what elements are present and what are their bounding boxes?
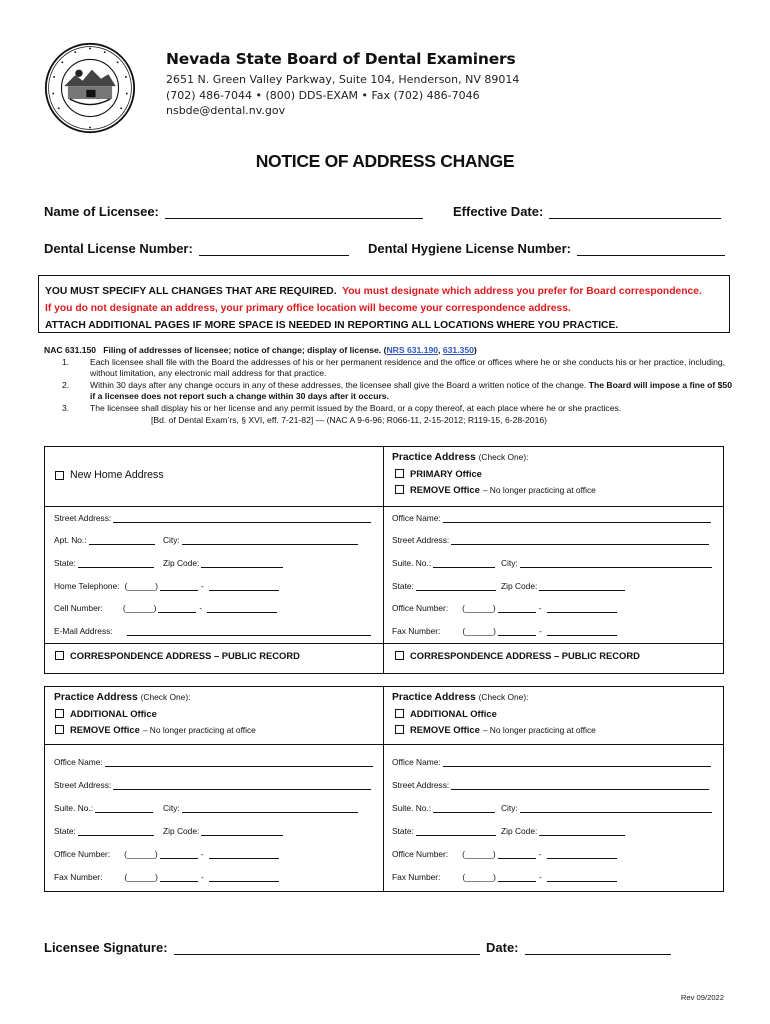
nac-item-fine-text: The Board will impose a fine of $50 if a licensee does not report such a change within 30 days after it occurs.: [90, 379, 732, 402]
phone-prefix-line[interactable]: [498, 850, 536, 859]
remove-office-note: – No longer practicing at office: [482, 484, 596, 495]
remove-office-note: – No longer practicing at office: [142, 724, 256, 735]
nac-item: [44, 380, 734, 403]
area-code-parens[interactable]: (______): [462, 626, 496, 636]
org-phones: (702) 486-7044 • (800) DDS-EXAM • Fax (702) 486-7046: [166, 88, 480, 102]
phone-prefix-line[interactable]: [160, 582, 198, 591]
nac-code: NAC 631.150: [44, 345, 97, 355]
office-state-field[interactable]: [54, 826, 154, 836]
check-one-label: (Check One):: [478, 452, 529, 462]
practice-address-heading: [392, 452, 528, 463]
additional-practice-address-box: [44, 686, 724, 892]
home-telephone-field[interactable]: [54, 581, 279, 591]
suite-no-label: Suite. No.:: [54, 803, 94, 813]
office-zip-code-field[interactable]: [163, 826, 283, 836]
zip-code-label: Zip Code:: [163, 558, 200, 568]
correspondence-checkbox-home[interactable]: [55, 650, 300, 661]
correspondence-label: CORRESPONDENCE ADDRESS – PUBLIC RECORD: [70, 650, 300, 661]
remove-office-note: – No longer practicing at office: [482, 724, 596, 735]
suite-no-field[interactable]: [54, 803, 153, 813]
nac-regulation: [44, 345, 734, 426]
suite-no-label: Suite. No.:: [392, 558, 432, 568]
office-name-field[interactable]: [392, 513, 711, 523]
checkbox-square-icon[interactable]: [395, 485, 404, 494]
nrs-631-350-link[interactable]: 631.350: [442, 345, 474, 355]
notice-attach-text: ATTACH ADDITIONAL PAGES IF MORE SPACE IS NEEDED IN REPORTING ALL LOCATIONS WHERE YOU PRACTICE.: [45, 320, 619, 331]
checkbox-square-icon[interactable]: [395, 651, 404, 660]
phone-number-line[interactable]: [547, 873, 617, 882]
apt-no-line[interactable]: [89, 536, 155, 545]
zip-code-line[interactable]: [201, 559, 283, 568]
email-address-label: E-Mail Address:: [54, 626, 113, 636]
suite-no-line[interactable]: [433, 559, 495, 568]
state-label: State:: [392, 826, 414, 836]
effective-date-label: Effective Date:: [453, 204, 544, 219]
office-name-field[interactable]: [392, 757, 711, 767]
phone-dash: -: [538, 603, 542, 613]
street-address-line[interactable]: [451, 536, 709, 545]
instructions-notice: [38, 275, 730, 333]
city-line[interactable]: [520, 559, 712, 568]
office-name-line[interactable]: [105, 758, 373, 767]
dental-hygiene-license-label: Dental Hygiene License Number:: [368, 241, 571, 256]
additional-office-checkbox[interactable]: [395, 708, 497, 719]
phone-number-line[interactable]: [547, 627, 617, 636]
fax-number-label: Fax Number:: [54, 872, 103, 882]
zip-code-line[interactable]: [539, 827, 625, 836]
name-of-licensee-field[interactable]: [44, 204, 423, 219]
cell-number-field[interactable]: [54, 603, 277, 613]
state-label: State:: [54, 826, 76, 836]
column-divider: [383, 447, 384, 673]
checkbox-square-icon[interactable]: [395, 469, 404, 478]
additional-office-checkbox[interactable]: [55, 708, 157, 719]
office-name-label: Office Name:: [392, 513, 441, 523]
fax-number-field[interactable]: [54, 872, 279, 882]
state-field[interactable]: [54, 558, 154, 568]
city-label: City:: [501, 803, 518, 813]
phone-prefix-line[interactable]: [498, 627, 536, 636]
name-of-licensee-label: Name of Licensee:: [44, 204, 159, 219]
apt-no-field[interactable]: [54, 535, 155, 545]
effective-date-field[interactable]: [453, 204, 721, 219]
office-number-label: Office Number:: [392, 849, 449, 859]
street-address-label: Street Address:: [392, 780, 450, 790]
email-address-field[interactable]: [54, 626, 371, 636]
nac-sep: ,: [438, 345, 443, 355]
phone-prefix-line[interactable]: [160, 850, 198, 859]
phone-dash: -: [538, 849, 542, 859]
nac-item: [44, 403, 734, 415]
checkbox-square-icon[interactable]: [55, 651, 64, 660]
area-code-parens[interactable]: (______): [462, 872, 496, 882]
area-code-parens[interactable]: (______): [124, 872, 158, 882]
phone-number-line[interactable]: [209, 850, 279, 859]
home-telephone-label: Home Telephone:: [54, 581, 120, 591]
nac-item-number: 2.: [62, 379, 70, 390]
state-line[interactable]: [416, 827, 496, 836]
phone-dash: -: [538, 626, 542, 636]
area-code-parens[interactable]: (______): [124, 581, 159, 591]
nac-item-number: 3.: [62, 402, 70, 413]
office-name-label: Office Name:: [392, 757, 441, 767]
office-street-address-field[interactable]: [392, 535, 709, 545]
practice-address-label: Practice Address: [392, 692, 476, 703]
practice-address-label: Practice Address: [54, 692, 138, 703]
zip-code-label: Zip Code:: [163, 826, 200, 836]
dental-license-number-field[interactable]: [44, 241, 349, 256]
area-code-parens[interactable]: (______): [462, 849, 496, 859]
phone-dash: -: [538, 872, 542, 882]
primary-office-checkbox[interactable]: [395, 468, 482, 479]
nac-heading: [44, 345, 734, 357]
office-city-field[interactable]: [163, 803, 358, 813]
practice-address-heading: [54, 692, 190, 703]
office-street-address-field[interactable]: [392, 780, 709, 790]
city-line[interactable]: [520, 804, 712, 813]
zip-code-line[interactable]: [539, 582, 625, 591]
nrs-631-190-link[interactable]: NRS 631.190: [386, 345, 439, 355]
checkbox-square-icon[interactable]: [395, 725, 404, 734]
org-address: 2651 N. Green Valley Parkway, Suite 104, Henderson, NV 89014: [166, 73, 520, 86]
correspondence-checkbox-primary[interactable]: [395, 650, 640, 661]
page-title: NOTICE OF ADDRESS CHANGE: [255, 151, 515, 171]
notice-default-text: If you do not designate an address, your primary office location will become your correspondence address.: [45, 303, 571, 314]
nac-citation: [Bd. of Dental Exam’rs, § XVI, eff. 7-21-82] — (NAC A 9-6-96; R066-11, 2-15-2012; R119-15, 6-28-2016): [151, 414, 547, 425]
notice-required-text: YOU MUST SPECIFY ALL CHANGES THAT ARE REQUIRED.: [45, 286, 337, 297]
fax-number-label: Fax Number:: [392, 872, 441, 882]
office-city-field[interactable]: [501, 558, 712, 568]
zip-code-label: Zip Code:: [501, 826, 538, 836]
header-divider: [45, 506, 723, 507]
cell-number-label: Cell Number:: [54, 603, 103, 613]
office-name-field[interactable]: [54, 757, 373, 767]
office-name-line[interactable]: [443, 758, 711, 767]
office-name-line[interactable]: [443, 514, 711, 523]
office-city-field[interactable]: [501, 803, 712, 813]
area-code-parens[interactable]: (______): [462, 603, 496, 613]
checkbox-square-icon[interactable]: [55, 471, 64, 480]
street-address-field[interactable]: [54, 513, 371, 523]
office-number-field[interactable]: [392, 849, 617, 859]
correspondence-label: CORRESPONDENCE ADDRESS – PUBLIC RECORD: [410, 650, 640, 661]
office-state-field[interactable]: [392, 826, 496, 836]
nac-close: ): [473, 345, 477, 355]
office-zip-code-field[interactable]: [501, 826, 625, 836]
check-one-label: (Check One):: [478, 692, 529, 702]
phone-number-line[interactable]: [547, 604, 617, 613]
remove-office-label: REMOVE Office: [410, 484, 480, 495]
suite-no-label: Suite. No.:: [392, 803, 432, 813]
street-address-line[interactable]: [113, 514, 371, 523]
signature-date-line[interactable]: [525, 942, 671, 955]
street-address-label: Street Address:: [54, 513, 112, 523]
office-number-label: Office Number:: [54, 849, 111, 859]
practice-address-heading: [392, 692, 528, 703]
phone-prefix-line[interactable]: [498, 604, 536, 613]
org-name: Nevada State Board of Dental Examiners: [166, 50, 516, 68]
city-label: City:: [163, 535, 180, 545]
phone-prefix-line[interactable]: [160, 873, 198, 882]
street-address-line[interactable]: [113, 781, 371, 790]
street-address-label: Street Address:: [54, 780, 112, 790]
effective-date-line[interactable]: [549, 206, 721, 219]
primary-office-label: PRIMARY Office: [410, 468, 482, 479]
phone-prefix-line[interactable]: [498, 873, 536, 882]
licensee-signature-line[interactable]: [174, 942, 480, 955]
phone-dash: -: [199, 603, 203, 613]
fax-number-label: Fax Number:: [392, 626, 441, 636]
remove-office-checkbox[interactable]: [395, 484, 596, 495]
footer-divider: [45, 643, 723, 644]
checkbox-square-icon[interactable]: [55, 709, 64, 718]
check-one-label: (Check One):: [140, 692, 191, 702]
name-of-licensee-line[interactable]: [165, 206, 423, 219]
area-code-parens[interactable]: (______): [122, 603, 157, 613]
notice-designate-text: You must designate which address you prefer for Board correspondence.: [342, 286, 702, 297]
additional-office-label: ADDITIONAL Office: [70, 708, 157, 719]
office-zip-code-field[interactable]: [501, 581, 625, 591]
suite-no-field[interactable]: [392, 803, 495, 813]
phone-number-line[interactable]: [209, 582, 279, 591]
office-number-field[interactable]: [54, 849, 279, 859]
office-state-field[interactable]: [392, 581, 496, 591]
state-label: State:: [54, 558, 76, 568]
column-divider: [383, 687, 384, 891]
city-label: City:: [501, 558, 518, 568]
apt-no-label: Apt. No.:: [54, 535, 87, 545]
office-name-label: Office Name:: [54, 757, 103, 767]
remove-office-checkbox[interactable]: [55, 724, 256, 735]
letterhead: [166, 50, 519, 119]
nac-item-text: Each licensee shall file with the Board the addresses of his or her permanent residence and the office or offices where he or she conducts his or her practice, including, without limitation, any electronic mail address for that practice.: [90, 356, 726, 379]
suite-no-line[interactable]: [95, 804, 153, 813]
org-email[interactable]: nsbde@dental.nv.gov: [166, 104, 286, 117]
phone-number-line[interactable]: [207, 604, 277, 613]
city-line[interactable]: [182, 536, 358, 545]
additional-office-label: ADDITIONAL Office: [410, 708, 497, 719]
zip-code-field[interactable]: [163, 558, 283, 568]
dental-hygiene-license-field[interactable]: [368, 241, 725, 256]
remove-office-checkbox[interactable]: [395, 724, 596, 735]
fax-number-field[interactable]: [392, 626, 617, 636]
licensee-signature-field[interactable]: [44, 940, 480, 955]
phone-number-line[interactable]: [547, 850, 617, 859]
remove-office-label: REMOVE Office: [410, 724, 480, 735]
signature-date-field[interactable]: [486, 940, 671, 955]
area-code-parens[interactable]: (______): [124, 849, 158, 859]
city-line[interactable]: [182, 804, 358, 813]
phone-number-line[interactable]: [209, 873, 279, 882]
nac-item-number: 1.: [62, 356, 70, 367]
phone-dash: -: [200, 872, 204, 882]
remove-office-label: REMOVE Office: [70, 724, 140, 735]
street-address-label: Street Address:: [392, 535, 450, 545]
street-address-line[interactable]: [451, 781, 709, 790]
phone-dash: -: [200, 849, 204, 859]
state-line[interactable]: [416, 582, 496, 591]
state-label: State:: [392, 581, 414, 591]
practice-address-label: Practice Address: [392, 452, 476, 463]
state-line[interactable]: [78, 827, 154, 836]
zip-code-line[interactable]: [201, 827, 283, 836]
nac-item: [44, 357, 734, 380]
licensee-signature-label: Licensee Signature:: [44, 940, 168, 955]
home-and-primary-address-box: [44, 446, 724, 674]
header-divider: [45, 744, 723, 745]
nac-item-text: The licensee shall display his or her license and any permit issued by the Board, or a copy thereof, at each place where he or she practices.: [90, 402, 622, 413]
email-address-line[interactable]: [127, 627, 371, 636]
zip-code-label: Zip Code:: [501, 581, 538, 591]
office-number-field[interactable]: [392, 603, 617, 613]
signature-date-label: Date:: [486, 940, 519, 955]
checkbox-square-icon[interactable]: [55, 725, 64, 734]
phone-prefix-line[interactable]: [158, 604, 196, 613]
dental-hygiene-license-line[interactable]: [577, 243, 725, 256]
fax-number-field[interactable]: [392, 872, 617, 882]
state-line[interactable]: [78, 559, 154, 568]
dental-license-number-label: Dental License Number:: [44, 241, 193, 256]
revision-label: Rev 09/2022: [680, 993, 724, 1002]
office-number-label: Office Number:: [392, 603, 449, 613]
checkbox-square-icon[interactable]: [395, 709, 404, 718]
nac-item-text: Within 30 days after any change occurs in any of these addresses, the licensee shall give the Board a written notice of the change.: [90, 379, 587, 390]
phone-dash: -: [201, 581, 204, 591]
office-street-address-field[interactable]: [54, 780, 371, 790]
great-seal-of-nevada-icon: [44, 42, 136, 134]
new-home-address-label: New Home Address: [70, 469, 164, 481]
city-field[interactable]: [163, 535, 358, 545]
suite-no-line[interactable]: [433, 804, 495, 813]
city-label: City:: [163, 803, 180, 813]
suite-no-field[interactable]: [392, 558, 495, 568]
dental-license-number-line[interactable]: [199, 243, 349, 256]
new-home-address-checkbox[interactable]: [55, 469, 164, 481]
nac-heading-text: Filing of addresses of licensee; notice of change; display of license. (: [103, 345, 387, 355]
